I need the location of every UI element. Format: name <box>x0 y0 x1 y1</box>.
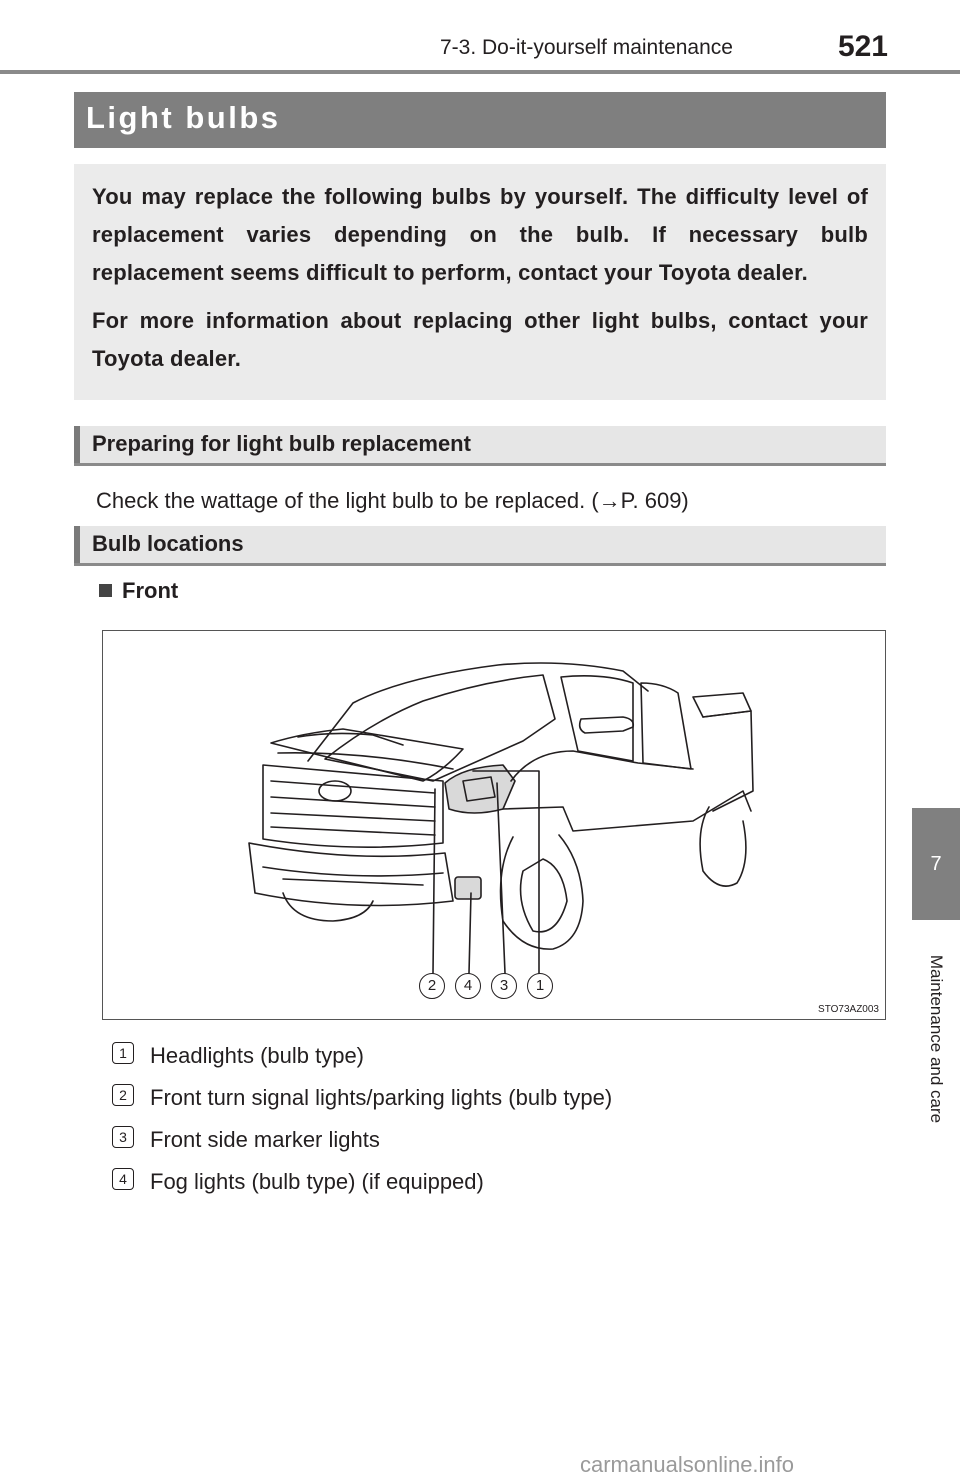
callout-4: 4 <box>455 973 481 999</box>
page-title: Light bulbs <box>86 100 281 135</box>
preparing-heading <box>74 426 886 466</box>
section-title: 7-3. Do-it-yourself maintenance <box>440 36 733 59</box>
header-rule <box>0 70 960 74</box>
arrow-icon: → <box>598 488 621 513</box>
bulb-locations-heading <box>74 526 886 566</box>
preparing-text <box>96 488 689 514</box>
title-banner <box>74 92 886 148</box>
intro-paragraph-1: You may replace the following bulbs by yourself. The difficulty level of replacement varies depending on the bulb. If necessary bulb replacement seems difficult to perform, contact your Toyota dealer. <box>92 184 868 285</box>
item-text: Headlights (bulb type) <box>150 1043 365 1068</box>
logo-emblem <box>319 781 351 801</box>
square-bullet-icon <box>99 584 112 597</box>
item-number-badge: 1 <box>112 1042 134 1064</box>
chapter-tab: 7 <box>912 808 960 920</box>
figure-code: STO73AZ003 <box>818 1004 879 1015</box>
page-number: 521 <box>837 30 888 63</box>
item-number-badge: 3 <box>112 1126 134 1148</box>
truck-illustration <box>102 630 886 1020</box>
leader-2 <box>433 789 435 973</box>
callout-2: 2 <box>419 973 445 999</box>
rear-door-window <box>641 683 691 769</box>
intro-box <box>74 164 886 400</box>
watermark: carmanualsonline.info <box>580 1452 795 1477</box>
preparing-text-main: Check the wattage of the light bulb to be replaced. ( <box>96 488 599 513</box>
side-mirror <box>580 717 634 733</box>
callout-1: 1 <box>527 973 553 999</box>
chapter-label <box>912 924 960 1154</box>
headlight-assembly <box>445 765 515 813</box>
chapter-label-text: Maintenance and care <box>927 954 946 1124</box>
fog-light <box>455 877 481 899</box>
item-number-badge: 2 <box>112 1084 134 1106</box>
intro-paragraph-2: For more information about replacing other light bulbs, contact your Toyota dealer. <box>92 308 868 371</box>
leader-3 <box>497 783 505 973</box>
rear-tire <box>700 807 746 886</box>
cab-roof <box>308 663 648 761</box>
front-subheading <box>99 578 178 604</box>
item-text: Front turn signal lights/parking lights (bulb type) <box>150 1085 613 1110</box>
front-left-tire <box>283 893 373 921</box>
preparing-heading-text: Preparing for light bulb replacement <box>92 431 471 456</box>
item-number-badge: 4 <box>112 1168 134 1190</box>
front-label-text: Front <box>122 578 179 603</box>
callout-3: 3 <box>491 973 517 999</box>
page-reference-link[interactable]: P. 609) <box>620 488 689 513</box>
item-text: Front side marker lights <box>150 1127 380 1152</box>
item-text: Fog lights (bulb type) (if equipped) <box>150 1169 484 1194</box>
truck-drawing <box>103 631 885 1019</box>
leader-4 <box>469 893 471 973</box>
bulb-locations-heading-text: Bulb locations <box>92 531 244 556</box>
